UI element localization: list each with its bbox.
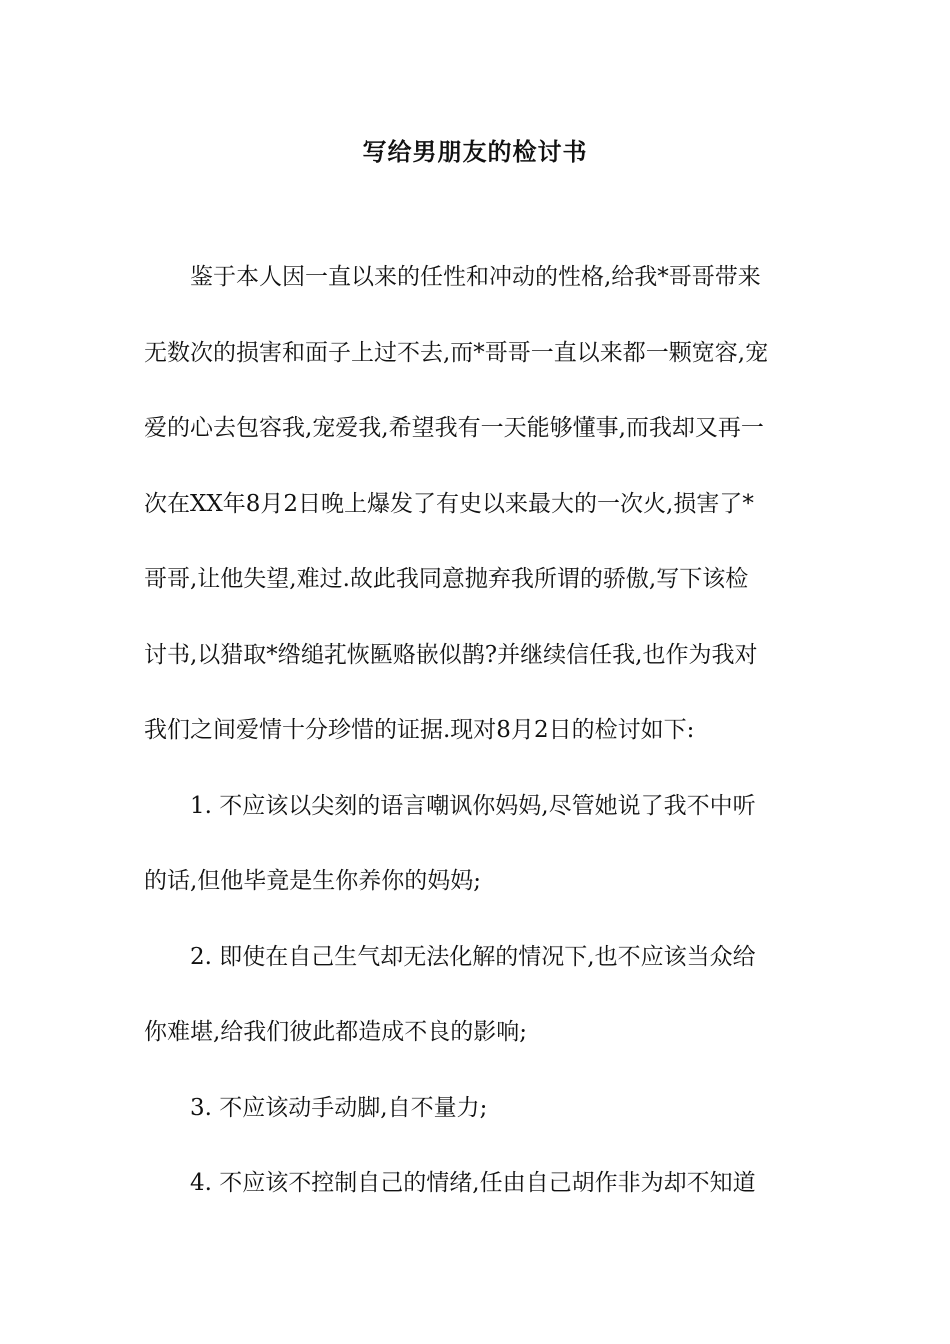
body-line: 次在XX年8月2日晚上爆发了有史以来最大的一次火,损害了* [144,491,754,517]
list-item-line: 2. 即使在自己生气却无法化解的情况下,也不应该当众给 [144,944,756,970]
body-line: 哥哥,让他失望,难过.故此我同意抛弃我所谓的骄傲,写下该检 [144,566,749,592]
body-line: 无数次的损害和面子上过不去,而*哥哥一直以来都一颗宽容,宠 [144,340,769,366]
body-line: 你难堪,给我们彼此都造成不良的影响; [144,1019,528,1045]
body-line: 爱的心去包容我,宠爱我,希望我有一天能够懂事,而我却又再一 [144,415,764,441]
list-item-line: 4. 不应该不控制自己的情绪,任由自己胡作非为却不知道 [144,1170,756,1196]
body-line: 的话,但他毕竟是生你养你的妈妈; [144,868,482,894]
list-item-line: 3. 不应该动手动脚,自不量力; [144,1095,488,1121]
body-line: 讨书,以猎取*绺缒芤恢匦赂嵌似鹊?并继续信任我,也作为我对 [144,642,758,668]
document-title: 写给男朋友的检讨书 [362,137,588,166]
body-line: 我们之间爱情十分珍惜的证据.现对8月2日的检讨如下: [144,717,695,743]
list-item-line: 1. 不应该以尖刻的语言嘲讽你妈妈,尽管她说了我不中听 [144,793,756,819]
body-line: 鉴于本人因一直以来的任性和冲动的性格,给我*哥哥带来 [144,264,761,290]
